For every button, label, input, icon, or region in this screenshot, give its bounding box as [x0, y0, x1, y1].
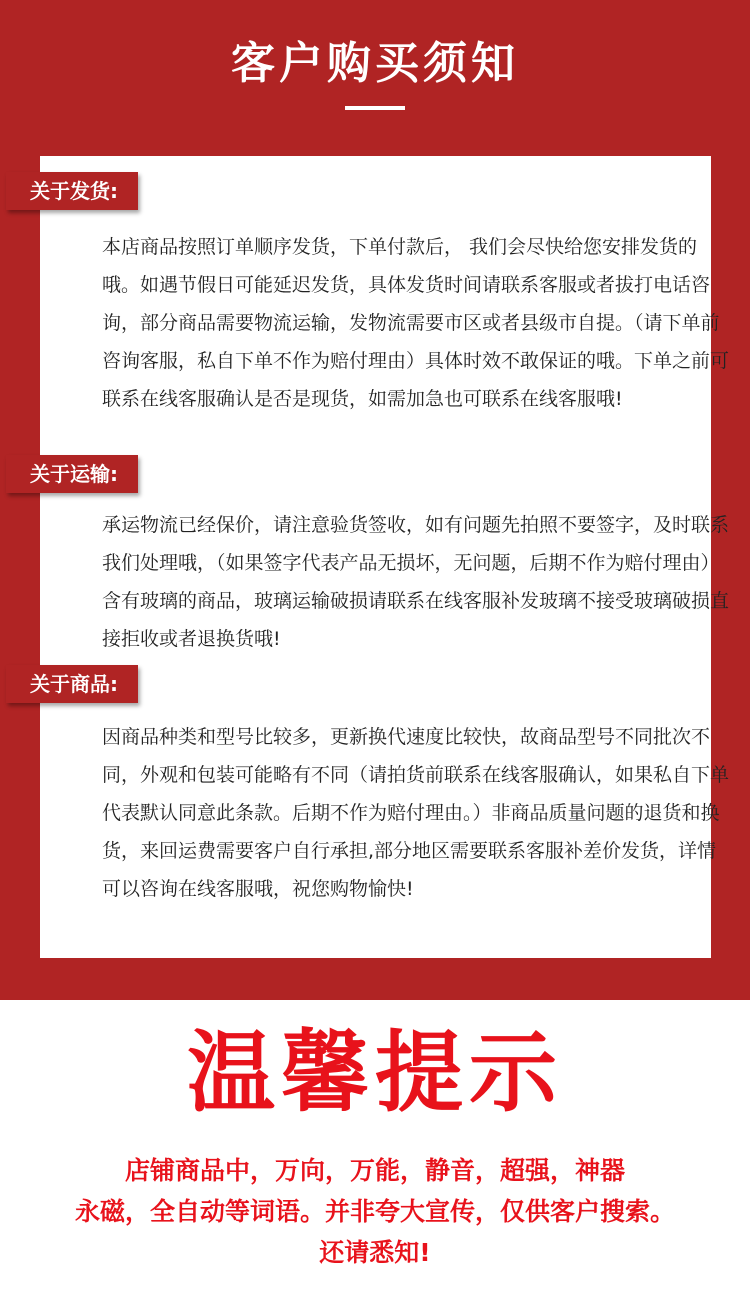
section-shipping-body: 本店商品按照订单顺序发货，下单付款后， 我们会尽快给您安排发货的哦。如遇节假日可能延迟发货，具体发货时间请联系客服或者拔打电话咨询，部分商品需要物流运输，发物流需要市区或者县级市自提。（请下单前咨询客服，私自下单不作为赔付理由）具体时效不敢保证的哦。下单之前可联系在线客服确认是否是现货，如需加急也可联系在线客服哦! [102, 236, 730, 410]
section-transport-heading: 关于运输: [6, 455, 138, 493]
notice-line: 店铺商品中，万向，万能，静音，超强，神器 [124, 1156, 625, 1185]
notice-card [40, 156, 730, 958]
page-title: 客户购买须知 [231, 38, 519, 89]
section-transport-body: 承运物流已经保价，请注意验货签收，如有问题先拍照不要签字，及时联系我们处理哦，（如果签字代表产品无损坏，无问题，后期不作为赔付理由）含有玻璃的商品，玻璃运输破损请联系在线客服补发玻璃不接受玻璃破损直接拒收或者退换货哦! [102, 514, 730, 650]
notice-line: 永磁，全自动等词语。并非夸大宣传，仅供客户搜索。 [74, 1197, 675, 1226]
notice-title: 温馨提示 [186, 1021, 563, 1124]
notice-text [0, 1150, 750, 1273]
section-product-heading: 关于商品: [6, 665, 138, 703]
section-shipping-heading: 关于发货: [6, 172, 138, 210]
title-underline [345, 106, 405, 110]
notice-line: 还请悉知! [319, 1238, 431, 1267]
section-product-body: 因商品种类和型号比较多，更新换代速度比较快，故商品型号不同批次不同，外观和包装可能略有不同（请拍货前联系在线客服确认，如果私自下单代表默认同意此条款。后期不作为赔付理由。）非商品质量问题的退货和换货，来回运费需要客户自行承担,部分地区需要联系客服补差价发货，详情可以咨询在线客服哦，祝您购物愉快! [102, 726, 730, 900]
